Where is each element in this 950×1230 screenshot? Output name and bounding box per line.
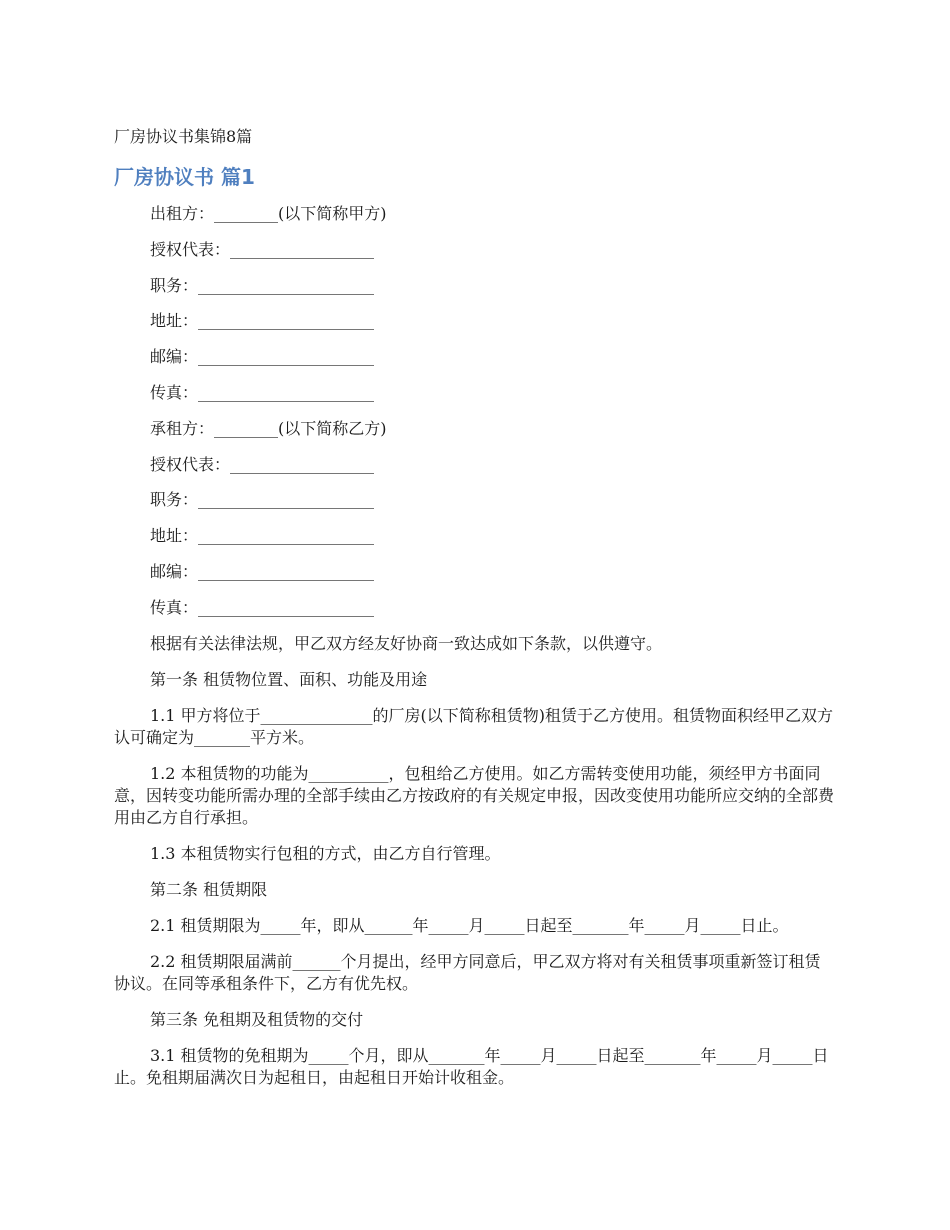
- preamble-paragraph: 根据有关法律法规，甲乙双方经友好协商一致达成如下条款，以供遵守。: [150, 633, 663, 653]
- article-2-heading: 第二条 租赁期限: [150, 879, 268, 899]
- article-1-heading: 第一条 租赁物位置、面积、功能及用途: [150, 669, 428, 689]
- clause-2-2: 2.2 租赁期限届满前______个月提出，经甲方同意后，甲乙双方将对有关租赁事项重新签订租赁协议。在同等承租条件下，乙方有优先权。: [114, 951, 821, 993]
- clause-1-3: 1.3 本租赁物实行包租的方式，由乙方自行管理。: [150, 843, 501, 863]
- document-body: [114, 203, 836, 1103]
- clause-1-2: 1.2 本租赁物的功能为__________，包租给乙方使用。如乙方需转变使用功能，须经甲方书面同意，因转变功能所需办理的全部手续由乙方按政府的有关规定申报，因改变使用功能所应交纳的全部费用由乙方自行承担。: [114, 763, 835, 827]
- lessor-name-field: 出租方：________(以下简称甲方): [150, 204, 387, 223]
- lessor-representative-field: 授权代表：__________________: [150, 239, 375, 259]
- lessor-fax-field: 传真：______________________: [150, 382, 375, 402]
- lessee-representative-field: 授权代表：__________________: [150, 454, 375, 474]
- clause-2-1: 2.1 租赁期限为_____年，即从______年_____月_____日起至_______年_____月_____日止。: [150, 915, 789, 935]
- article-3-heading: 第三条 免租期及租赁物的交付: [150, 1009, 364, 1029]
- lessee-postcode-field: 邮编：______________________: [150, 561, 375, 581]
- section-heading: 厂房协议书 篇1: [114, 165, 255, 189]
- lessor-postcode-field: 邮编：______________________: [150, 347, 375, 367]
- document-title: 厂房协议书集锦8篇: [114, 127, 253, 146]
- lessor-address-field: 地址：______________________: [150, 311, 375, 331]
- lessee-fax-field: 传真：______________________: [150, 597, 375, 617]
- lessee-address-field: 地址：______________________: [150, 526, 375, 546]
- lessee-name-field: 承租方：________(以下简称乙方): [150, 418, 387, 438]
- clause-1-1: 1.1 甲方将位于______________的厂房(以下简称租赁物)租赁于乙方使用。租赁物面积经甲乙双方认可确定为_______平方米。: [114, 705, 834, 747]
- clause-3-1: 3.1 租赁物的免租期为_____个月，即从_______年_____月_____日起至_______年_____月_____日止。免租期届满次日为起租日，由起租日开始计收租金。: [114, 1045, 829, 1087]
- lessor-position-field: 职务：______________________: [150, 275, 375, 295]
- lessee-position-field: 职务：______________________: [150, 490, 375, 510]
